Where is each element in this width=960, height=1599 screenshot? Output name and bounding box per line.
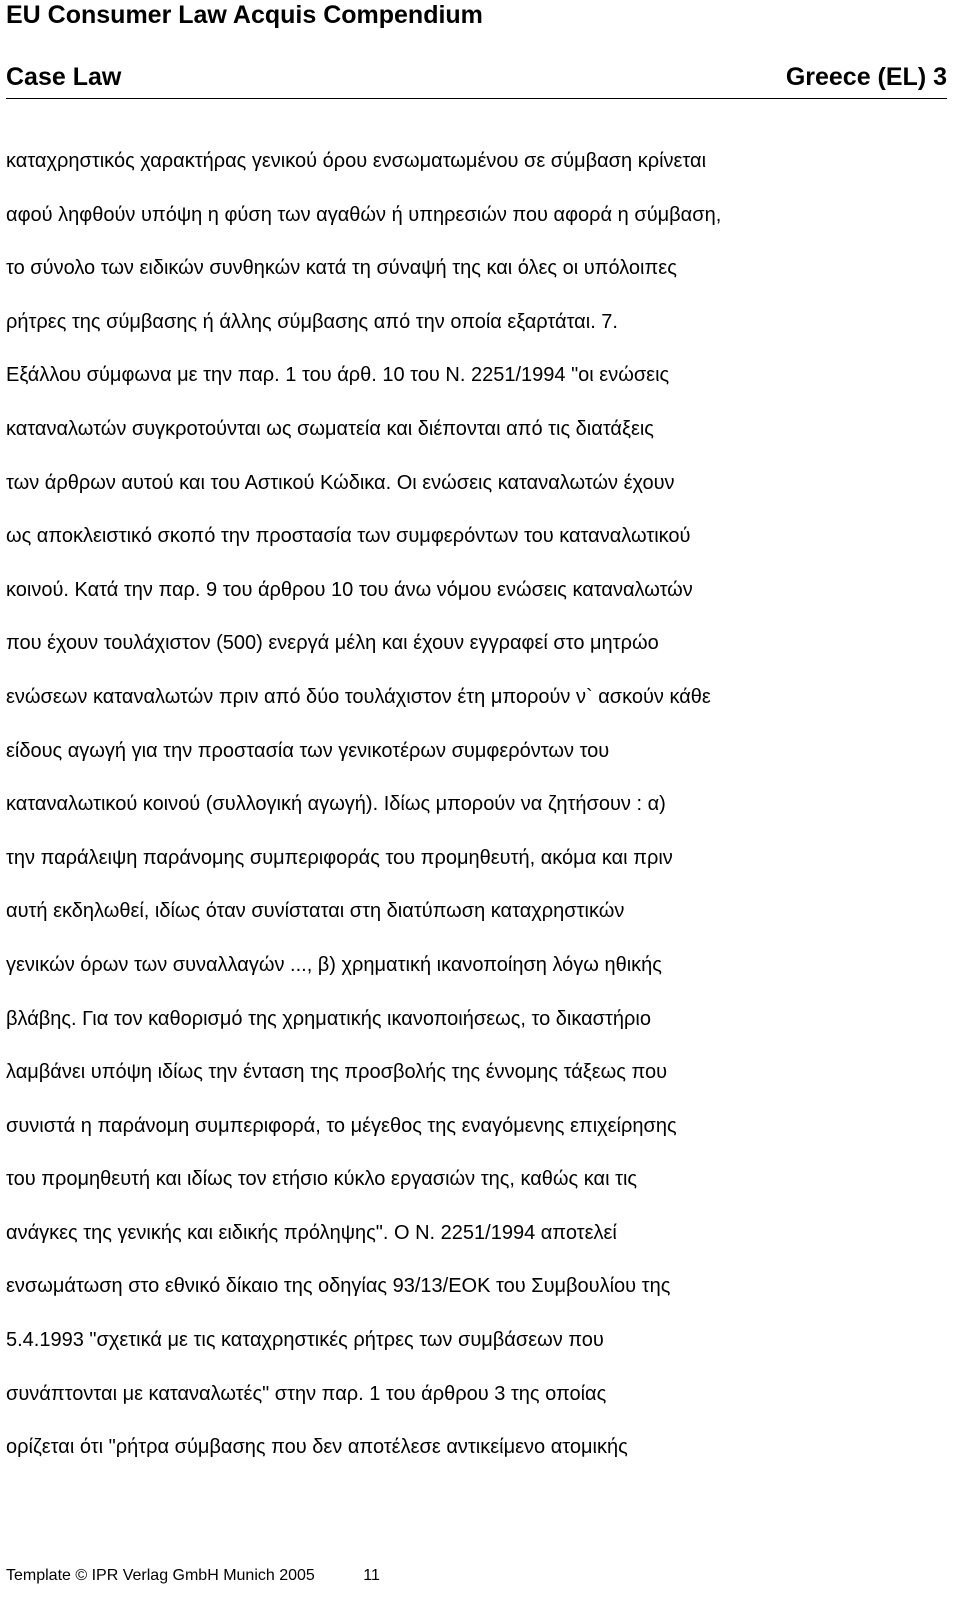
text-line: του προμηθευτή και ιδίως τον ετήσιο κύκλο εργασιών της, καθώς και τις [6,1168,638,1191]
text-line: αφού ληφθούν υπόψη η φύση των αγαθών ή υπηρεσιών που αφορά η σύμβαση, [6,203,722,226]
text-line: είδους αγωγή για την προστασία των γενικοτέρων συμφερόντων του [6,739,610,762]
text-line: ως αποκλειστικό σκοπό την προστασία των συμφερόντων του καταναλωτικού [6,525,691,548]
text-line: αυτή εκδηλωθεί, ιδίως όταν συνίσταται στη διατύπωση καταχρηστικών [6,900,625,923]
text-line: λαμβάνει υπόψη ιδίως την ένταση της προσβολής της έννομης τάξεως που [6,1061,668,1084]
text-line: καταχρηστικός χαρακτήρας γενικού όρου ενσωματωμένου σε σύμβαση κρίνεται [6,150,707,172]
text-line: ενσωμάτωση στο εθνικό δίκαιο της οδηγίας 93/13/ΕΟΚ του Συμβουλίου της [6,1275,671,1298]
country-page-label: Greece (EL) 3 [785,63,947,91]
header-divider [6,98,947,99]
text-line: 5.4.1993 "σχετικά με τις καταχρηστικές ρήτρες των συμβάσεων που [6,1329,604,1352]
text-line: γενικών όρων των συναλλαγών ..., β) χρηματική ικανοποίηση λόγω ηθικής [6,953,662,976]
footer-template-text: Template © IPR Verlag GmbH Munich 2005 [6,1567,315,1584]
text-line: ανάγκες της γενικής και ειδικής πρόληψης". Ο Ν. 2251/1994 αποτελεί [6,1221,617,1244]
page-number: 11 [363,1567,380,1584]
text-line: καταναλωτών συγκροτούνται ως σωματεία και διέπονται από τις διατάξεις [6,417,654,440]
text-line: ορίζεται ότι "ρήτρα σύμβασης που δεν αποτέλεσε αντικείμενο ατομικής [6,1436,628,1459]
text-line: συνάπτονται με καταναλωτές" στην παρ. 1 του άρθρου 3 της οποίας [6,1382,607,1405]
text-line: κοινού. Κατά την παρ. 9 του άρθρου 10 του άνω νόμου ενώσεις καταναλωτών [6,578,693,601]
text-line: που έχουν τουλάχιστον (500) ενεργά μέλη και έχουν εγγραφεί στο μητρώο [6,632,659,655]
page-footer [6,1566,380,1586]
text-line: βλάβης. Για τον καθορισμό της χρηματικής ικανοποιήσεως, το δικαστήριο [6,1007,651,1030]
text-line: συνιστά η παράνομη συμπεριφορά, το μέγεθος της εναγόμενης επιχείρησης [6,1114,677,1137]
text-line: Εξάλλου σύμφωνα με την παρ. 1 του άρθ. 10 του Ν. 2251/1994 "οι ενώσεις [6,364,670,387]
text-line: ενώσεων καταναλωτών πριν από δύο τουλάχιστον έτη μπορούν ν` ασκούν κάθε [6,685,711,708]
section-header [6,62,947,96]
section-title: Case Law [6,63,122,91]
text-line: των άρθρων αυτού και του Αστικού Κώδικα. Οι ενώσεις καταναλωτών έχουν [6,471,675,494]
body-text [6,141,946,1481]
text-line: καταναλωτικού κοινού (συλλογική αγωγή). Ιδίως μπορούν να ζητήσουν : α) [6,793,666,816]
text-line: την παράλειψη παράνομης συμπεριφοράς του προμηθευτή, ακόμα και πριν [6,846,673,869]
text-line: ρήτρες της σύμβασης ή άλλης σύμβασης από την οποία εξαρτάται. 7. [6,310,618,333]
text-line: το σύνολο των ειδικών συνθηκών κατά τη σύναψή της και όλες οι υπόλοιπες [6,257,677,280]
document-title: EU Consumer Law Acquis Compendium [6,1,483,29]
